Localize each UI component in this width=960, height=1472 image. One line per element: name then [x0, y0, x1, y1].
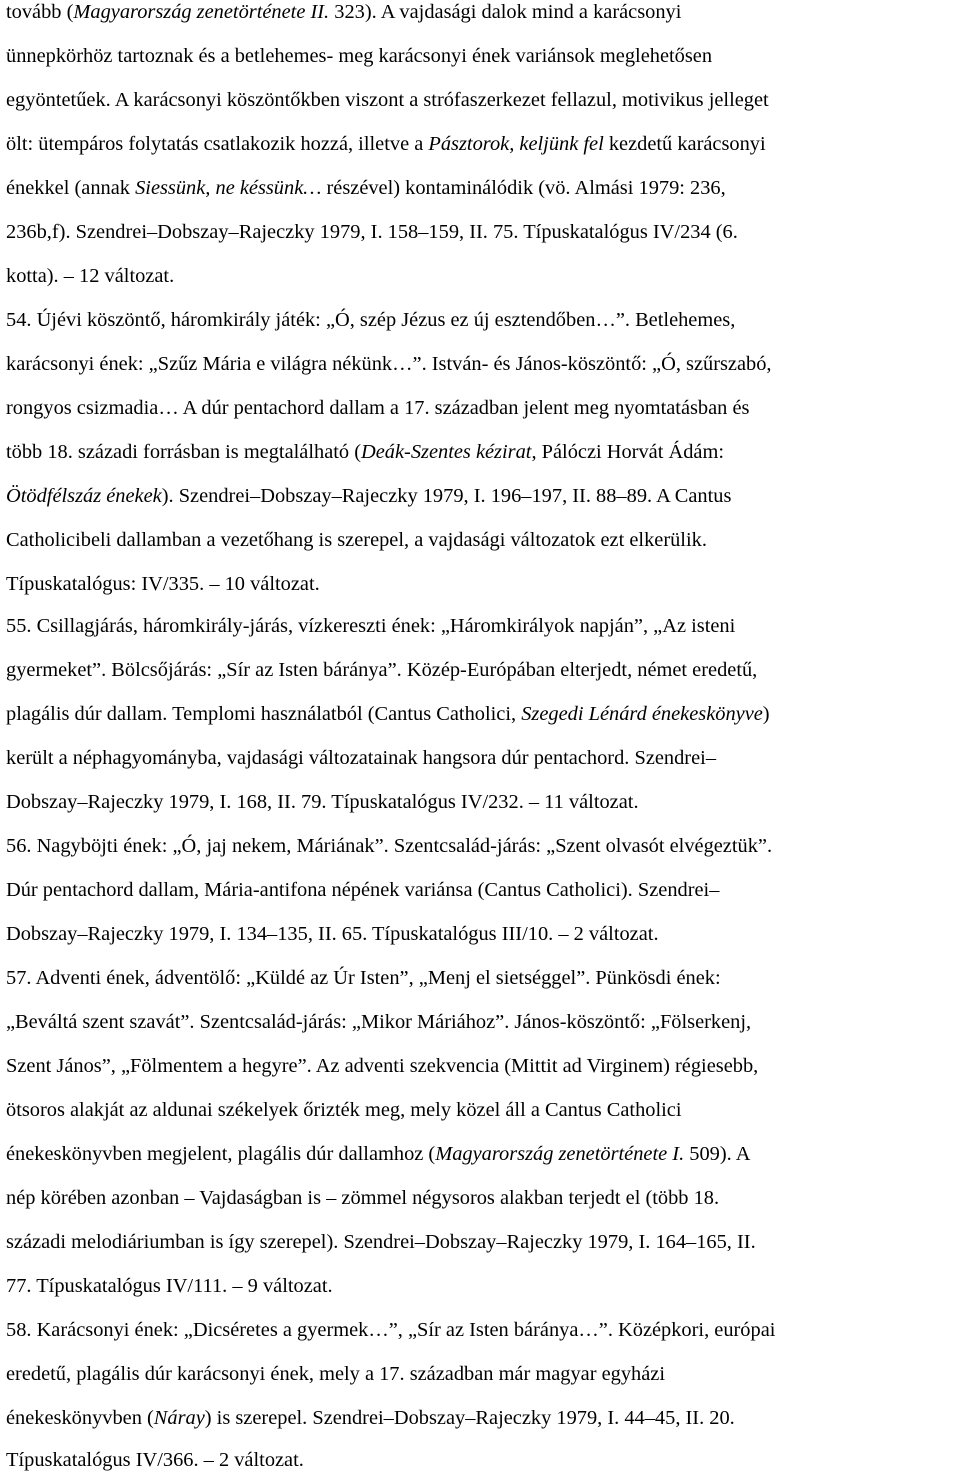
text-line: [6, 1362, 665, 1386]
text-line: [6, 702, 770, 726]
text-line: [6, 528, 707, 552]
italic-title: Magyarország zenetörténete II.: [73, 1, 330, 23]
text-line: [6, 176, 726, 200]
italic-title: Deák-Szentes kézirat: [361, 441, 532, 463]
text-line: [6, 132, 766, 156]
text-run: 77. Típuskatalógus IV/111. – 9 változat.: [6, 1275, 333, 1297]
text-line: [6, 614, 735, 638]
text-run: 323). A vajdasági dalok mind a karácsonyi: [329, 1, 682, 23]
text-line: [6, 264, 174, 288]
text-run: kotta). – 12 változat.: [6, 265, 175, 287]
text-run: Típuskatalógus: IV/335. – 10 változat.: [6, 573, 320, 595]
text-run: rongyos csizmadia… A dúr pentachord dallam a 17. században jelent meg nyomtatásban és: [6, 397, 750, 419]
text-line: [6, 790, 639, 814]
text-line: [6, 1274, 333, 1298]
text-line: [6, 1054, 758, 1078]
text-line: [6, 1010, 751, 1034]
text-line: [6, 484, 731, 508]
text-run: Szent János”, „Fölmentem a hegyre”. Az adventi szekvencia (Mittit ad Virginem) régiesebb,: [6, 1055, 759, 1077]
italic-title: Pásztorok, keljünk fel: [428, 133, 604, 155]
text-line: [6, 922, 659, 946]
italic-title: Siessünk, ne késsünk…: [135, 177, 322, 199]
text-line: [6, 1406, 735, 1430]
text-run: került a néphagyományba, vajdasági változatainak hangsora dúr pentachord. Szendrei–: [6, 747, 717, 769]
italic-title: Szegedi Lénárd énekeskönyve: [521, 703, 763, 725]
text-run: énekeskönyvben megjelent, plagális dúr dallamhoz (: [6, 1143, 436, 1165]
text-run: ) is szerepel. Szendrei–Dobszay–Rajeczky 1979, I. 44–45, II. 20.: [204, 1407, 735, 1429]
text-run: Dúr pentachord dallam, Mária-antifona népének variánsa (Cantus Catholici). Szendrei–: [6, 879, 720, 901]
text-run: több 18. századi forrásban is megtalálható (: [6, 441, 362, 463]
text-run: énekkel (annak: [6, 177, 136, 199]
text-line: [6, 1448, 304, 1472]
text-run: 56. Nagyböjti ének: „Ó, jaj nekem, Máriának”. Szentcsalád-járás: „Szent olvasót elvégeztük”.: [6, 835, 773, 857]
text-run: ). Szendrei–Dobszay–Rajeczky 1979, I. 196–197, II. 88–89. A Cantus: [161, 485, 732, 507]
text-line: [6, 572, 320, 596]
text-run: 57. Adventi ének, ádventölő: „Küldé az Úr Isten”, „Menj el sietséggel”. Pünkösdi ének:: [6, 967, 721, 989]
text-run: 55. Csillagjárás, háromkirály-járás, vízkereszti ének: „Háromkirályok napján”, „Az isteni: [6, 615, 736, 637]
text-line: [6, 834, 772, 858]
text-run: Dobszay–Rajeczky 1979, I. 134–135, II. 65. Típuskatalógus III/10. – 2 változat.: [6, 923, 659, 945]
text-run: Dobszay–Rajeczky 1979, I. 168, II. 79. Típuskatalógus IV/232. – 11 változat.: [6, 791, 639, 813]
text-run: ötsoros alakját az aldunai székelyek őrizték meg, mely közel áll a Cantus Catholici: [6, 1099, 682, 1121]
text-run: századi melodiáriumban is így szerepel). Szendrei–Dobszay–Rajeczky 1979, I. 164–165, II.: [6, 1231, 756, 1253]
text-line: [6, 0, 681, 24]
text-run: , Pálóczi Horvát Ádám:: [531, 441, 724, 463]
text-run: plagális dúr dallam. Templomi használatból (Cantus Catholici,: [6, 703, 522, 725]
text-line: [6, 352, 772, 376]
text-line: [6, 440, 724, 464]
text-line: [6, 1186, 719, 1210]
text-line: [6, 878, 719, 902]
italic-title: Ötödfélszáz énekek: [6, 485, 162, 507]
text-line: [6, 220, 738, 244]
italic-title: Náray: [153, 1407, 205, 1429]
text-line: [6, 88, 769, 112]
text-run: egyöntetűek. A karácsonyi köszöntőkben viszont a strófaszerkezet fellazul, motivikus jelleget: [6, 89, 769, 111]
text-run: 509). A: [684, 1143, 751, 1165]
text-run: Catholicibeli dallamban a vezetőhang is szerepel, a vajdasági változatok ezt elkerülik.: [6, 529, 707, 551]
text-line: [6, 746, 716, 770]
text-line: [6, 1230, 756, 1254]
text-run: eredetű, plagális dúr karácsonyi ének, mely a 17. században már magyar egyházi: [6, 1363, 666, 1385]
text-run: 236b,f). Szendrei–Dobszay–Rajeczky 1979, I. 158–159, II. 75. Típuskatalógus IV/234 (6.: [6, 221, 738, 243]
text-run: 54. Újévi köszöntő, háromkirály játék: „Ó, szép Jézus ez új esztendőben…”. Betlehemes,: [6, 309, 736, 331]
italic-title: Magyarország zenetörténete I.: [435, 1143, 685, 1165]
text-run: énekeskönyvben (: [6, 1407, 154, 1429]
text-run: kezdetű karácsonyi: [603, 133, 766, 155]
text-line: [6, 658, 757, 682]
text-run: ölt: ütempáros folytatás csatlakozik hozzá, illetve a: [6, 133, 429, 155]
text-line: [6, 1142, 750, 1166]
text-line: [6, 966, 721, 990]
text-run: Típuskatalógus IV/366. – 2 változat.: [6, 1449, 304, 1471]
text-line: [6, 308, 735, 332]
text-run: gyermeket”. Bölcsőjárás: „Sír az Isten báránya”. Közép-Európában elterjedt, német eredetű,: [6, 659, 758, 681]
text-run: „Beváltá szent szavát”. Szentcsalád-járás: „Mikor Máriához”. János-köszöntő: „Fölserkenj,: [6, 1011, 752, 1033]
text-run: ünnepkörhöz tartoznak és a betlehemes- meg karácsonyi ének variánsok meglehetősen: [6, 45, 713, 67]
text-run: karácsonyi ének: „Szűz Mária e világra nékünk…”. István- és János-köszöntő: „Ó, szűrszabó,: [6, 353, 772, 375]
text-run: nép körében azonban – Vajdaságban is – zömmel négysoros alakban terjedt el (több 18.: [6, 1187, 720, 1209]
text-run: 58. Karácsonyi ének: „Dicséretes a gyermek…”, „Sír az Isten báránya…”. Középkori, európai: [6, 1319, 776, 1341]
text-line: [6, 1318, 775, 1342]
text-run: ): [762, 703, 770, 725]
text-run: részével) kontaminálódik (vö. Almási 1979: 236,: [321, 177, 726, 199]
text-line: [6, 396, 749, 420]
text-line: [6, 1098, 682, 1122]
text-line: [6, 44, 712, 68]
text-run: tovább (: [6, 1, 74, 23]
